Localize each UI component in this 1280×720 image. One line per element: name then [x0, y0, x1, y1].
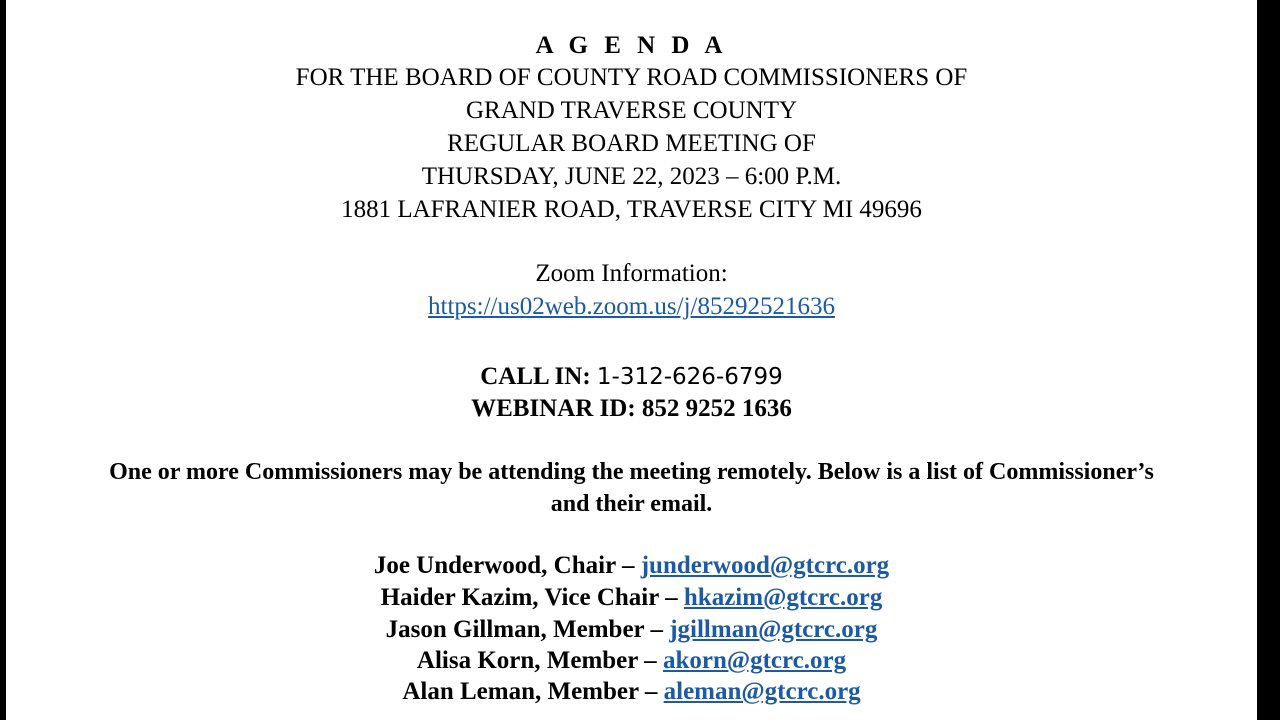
webinar-id: WEBINAR ID: 852 9252 1636 [471, 395, 792, 422]
commissioner-name: Haider Kazim, Vice Chair – [380, 584, 684, 611]
zoom-link[interactable]: https://us02web.zoom.us/j/85292521636 [428, 293, 835, 320]
call-in-label: CALL IN: [480, 363, 591, 390]
document-page [6, 0, 1257, 720]
call-in-number: 1-312-626-6799 [596, 364, 783, 390]
commissioner-name: Joe Underwood, Chair – [373, 552, 641, 579]
agenda-title: A G E N D A [535, 32, 728, 59]
commissioner-email-link[interactable]: akorn@gtcrc.org [662, 647, 847, 674]
header-line-board: FOR THE BOARD OF COUNTY ROAD COMMISSIONERS OF [295, 64, 968, 91]
commissioner-row [6, 677, 1257, 707]
commissioner-row [6, 583, 1257, 613]
header-line-meeting: REGULAR BOARD MEETING OF [447, 130, 816, 157]
notice-line-1: One or more Commissioners may be attending the meeting remotely. Below is a list of Commissioner’s [109, 459, 1154, 485]
commissioner-row [6, 551, 1257, 581]
commissioner-name: Alan Leman, Member – [402, 678, 664, 705]
commissioner-email-link[interactable]: aleman@gtcrc.org [663, 678, 861, 705]
commissioner-email-link[interactable]: hkazim@gtcrc.org [683, 584, 883, 611]
header-line-address: 1881 LAFRANIER ROAD, TRAVERSE CITY MI 49696 [341, 196, 922, 223]
call-in-row [6, 362, 1257, 392]
commissioner-name: Alisa Korn, Member – [416, 647, 663, 674]
commissioner-name: Jason Gillman, Member – [385, 616, 670, 643]
zoom-link-row [6, 292, 1257, 322]
zoom-label: Zoom Information: [535, 260, 728, 287]
commissioner-row [6, 646, 1257, 676]
header-line-county: GRAND TRAVERSE COUNTY [465, 97, 798, 124]
commissioner-row [6, 615, 1257, 645]
notice-line-2: and their email. [550, 491, 713, 517]
commissioner-email-link[interactable]: junderwood@gtcrc.org [640, 552, 890, 579]
commissioner-email-link[interactable]: jgillman@gtcrc.org [669, 616, 878, 643]
header-line-date: THURSDAY, JUNE 22, 2023 – 6:00 P.M. [421, 163, 842, 190]
